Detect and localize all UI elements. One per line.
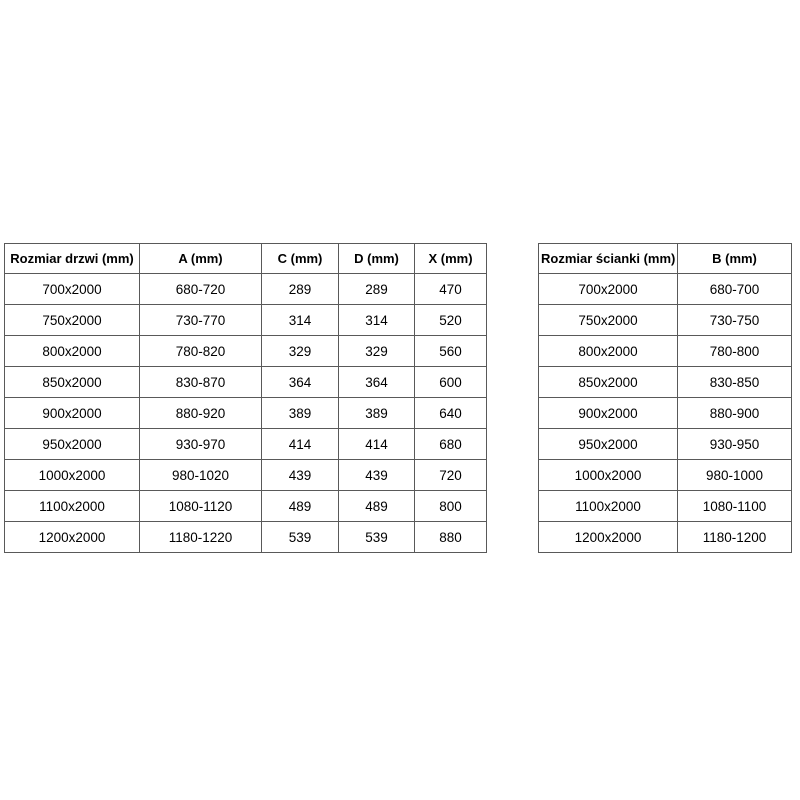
- table-cell: 880-900: [678, 398, 792, 429]
- header-row: [5, 244, 487, 274]
- table-row: [539, 305, 792, 336]
- table-cell: 329: [262, 336, 339, 367]
- table-cell: 980-1000: [678, 460, 792, 491]
- table-cell: 489: [262, 491, 339, 522]
- table-cell: 750x2000: [539, 305, 678, 336]
- table-cell: 364: [262, 367, 339, 398]
- header-cell: A (mm): [140, 244, 262, 274]
- table-cell: 1100x2000: [539, 491, 678, 522]
- table-cell: 900x2000: [539, 398, 678, 429]
- table-cell: 539: [339, 522, 415, 553]
- table-cell: 314: [262, 305, 339, 336]
- table-cell: 560: [415, 336, 487, 367]
- table-row: [5, 460, 487, 491]
- table-row: [5, 491, 487, 522]
- table-cell: 800: [415, 491, 487, 522]
- table-cell: 1000x2000: [539, 460, 678, 491]
- table-cell: 880: [415, 522, 487, 553]
- table-cell: 414: [339, 429, 415, 460]
- table-cell: 314: [339, 305, 415, 336]
- table-cell: 1200x2000: [5, 522, 140, 553]
- table-row: [5, 522, 487, 553]
- table-cell: 680-720: [140, 274, 262, 305]
- header-cell: Rozmiar ścianki (mm): [539, 244, 678, 274]
- table-row: [5, 429, 487, 460]
- table-row: [539, 336, 792, 367]
- table-cell: 520: [415, 305, 487, 336]
- table-cell: 800x2000: [5, 336, 140, 367]
- table-cell: 489: [339, 491, 415, 522]
- table-cell: 289: [262, 274, 339, 305]
- table-cell: 930-970: [140, 429, 262, 460]
- table-row: [539, 398, 792, 429]
- table-row: [539, 522, 792, 553]
- table-row: [539, 460, 792, 491]
- table-cell: 930-950: [678, 429, 792, 460]
- table-cell: 880-920: [140, 398, 262, 429]
- table-cell: 680-700: [678, 274, 792, 305]
- table-cell: 640: [415, 398, 487, 429]
- table-row: [5, 305, 487, 336]
- table-cell: 389: [339, 398, 415, 429]
- table-cell: 830-870: [140, 367, 262, 398]
- table-cell: 1180-1200: [678, 522, 792, 553]
- table-row: [539, 491, 792, 522]
- table-cell: 730-750: [678, 305, 792, 336]
- table-cell: 439: [339, 460, 415, 491]
- table-cell: 470: [415, 274, 487, 305]
- table-cell: 700x2000: [539, 274, 678, 305]
- wall-sizes-table: [538, 243, 792, 553]
- table-cell: 439: [262, 460, 339, 491]
- table-cell: 1200x2000: [539, 522, 678, 553]
- table-cell: 830-850: [678, 367, 792, 398]
- header-cell: D (mm): [339, 244, 415, 274]
- table-cell: 680: [415, 429, 487, 460]
- table-cell: 980-1020: [140, 460, 262, 491]
- table-cell: 364: [339, 367, 415, 398]
- table-cell: 900x2000: [5, 398, 140, 429]
- table-cell: 389: [262, 398, 339, 429]
- table-cell: 539: [262, 522, 339, 553]
- table-row: [539, 274, 792, 305]
- table-cell: 850x2000: [539, 367, 678, 398]
- table-cell: 950x2000: [539, 429, 678, 460]
- table-cell: 1080-1120: [140, 491, 262, 522]
- table-cell: 750x2000: [5, 305, 140, 336]
- table-row: [539, 429, 792, 460]
- table-cell: 1100x2000: [5, 491, 140, 522]
- door-sizes-table: [4, 243, 487, 553]
- table-row: [5, 398, 487, 429]
- table-row: [5, 367, 487, 398]
- header-row: [539, 244, 792, 274]
- table-cell: 1080-1100: [678, 491, 792, 522]
- table-cell: 720: [415, 460, 487, 491]
- table-row: [539, 367, 792, 398]
- table-cell: 850x2000: [5, 367, 140, 398]
- header-cell: C (mm): [262, 244, 339, 274]
- table-cell: 1180-1220: [140, 522, 262, 553]
- table-cell: 289: [339, 274, 415, 305]
- header-cell: B (mm): [678, 244, 792, 274]
- table-cell: 780-800: [678, 336, 792, 367]
- header-cell: Rozmiar drzwi (mm): [5, 244, 140, 274]
- table-cell: 800x2000: [539, 336, 678, 367]
- table-cell: 950x2000: [5, 429, 140, 460]
- table-cell: 730-770: [140, 305, 262, 336]
- table-cell: 700x2000: [5, 274, 140, 305]
- table-cell: 329: [339, 336, 415, 367]
- table-cell: 414: [262, 429, 339, 460]
- table-cell: 780-820: [140, 336, 262, 367]
- table-cell: 600: [415, 367, 487, 398]
- table-cell: 1000x2000: [5, 460, 140, 491]
- table-row: [5, 336, 487, 367]
- table-row: [5, 274, 487, 305]
- header-cell: X (mm): [415, 244, 487, 274]
